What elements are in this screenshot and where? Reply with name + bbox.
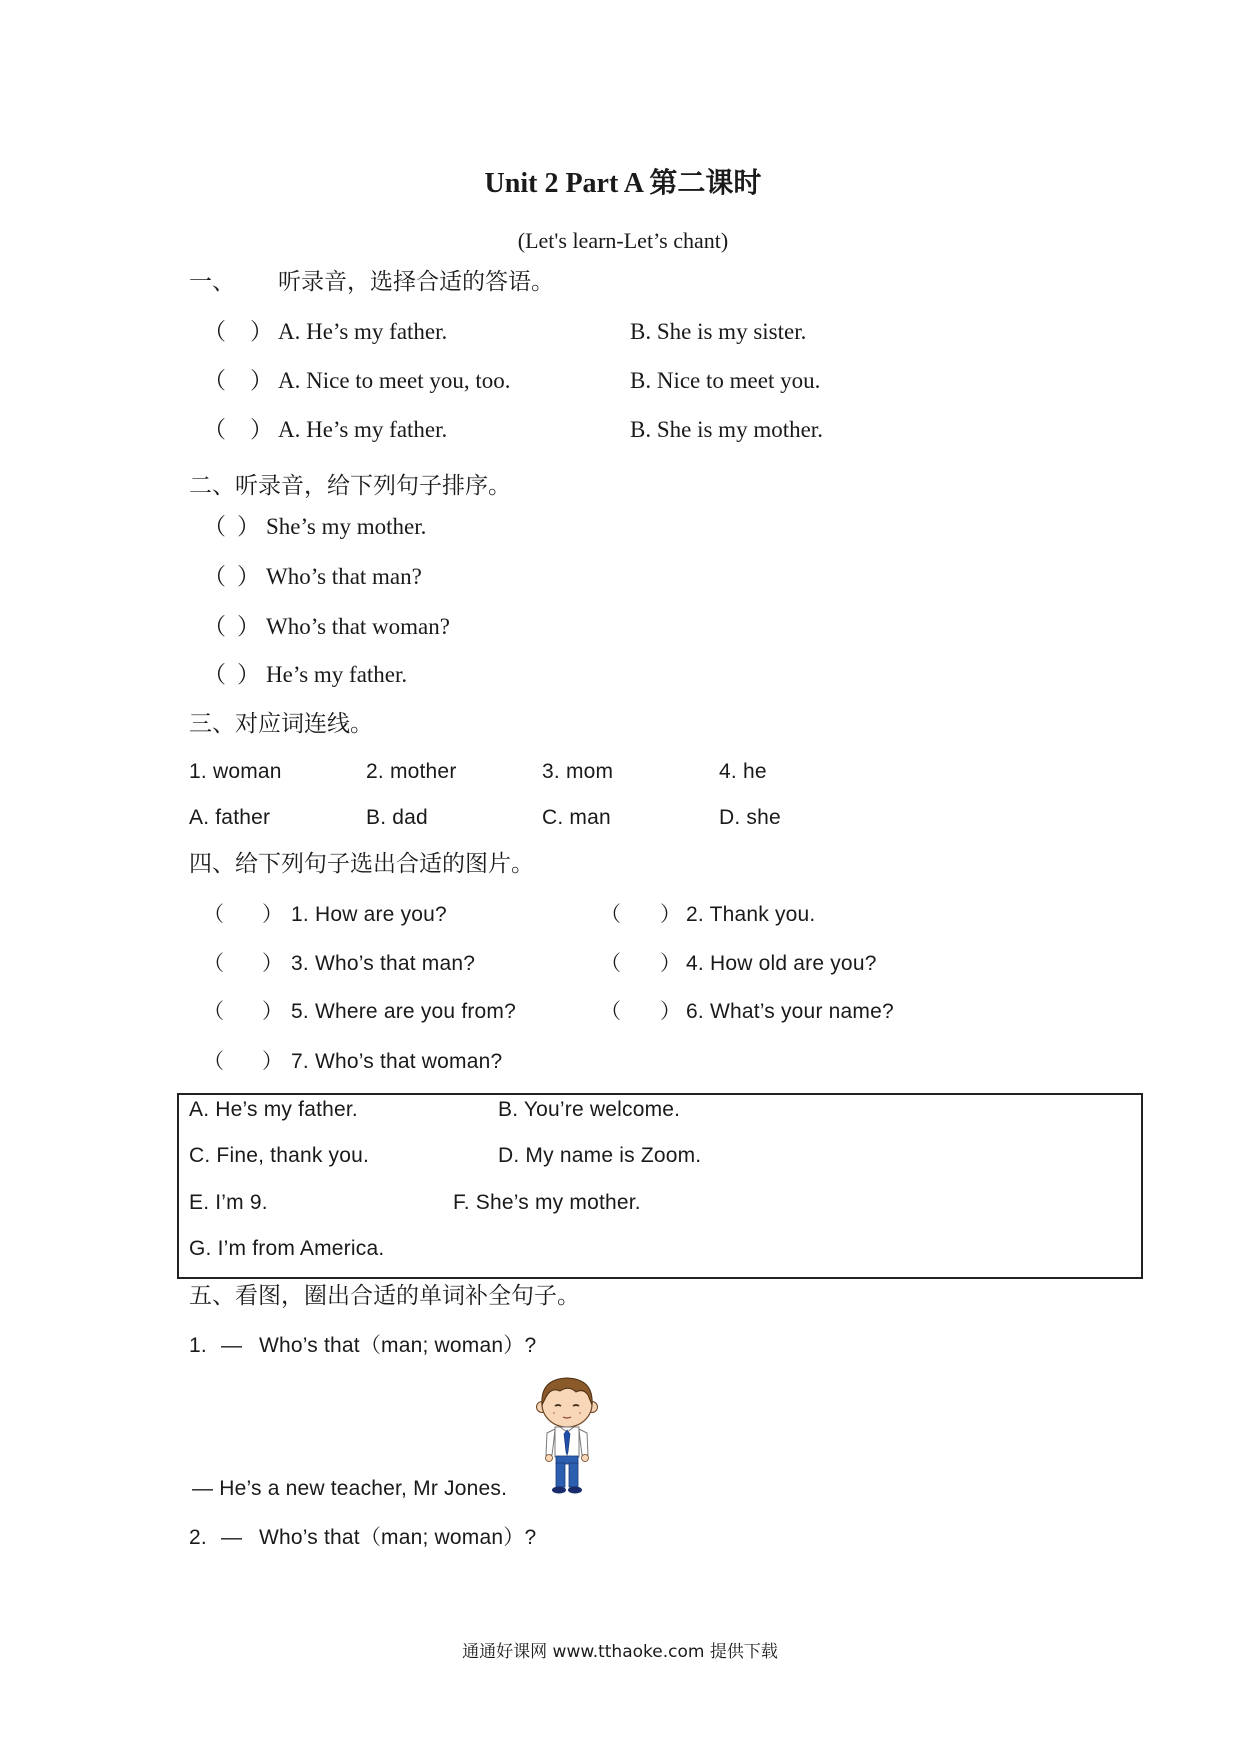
matching-word: 4. he (719, 760, 767, 783)
answer-option: C. Fine, thank you. (189, 1144, 370, 1167)
section1-heading: 听录音，选择合适的答语。 (278, 269, 554, 294)
section2-sentence: Who’s that woman? (266, 614, 450, 639)
section1-option-b: B. She is my sister. (630, 319, 807, 344)
matching-word: 3. mom (542, 760, 614, 783)
matching-word: A. father (189, 806, 271, 829)
section1-option-b: B. She is my mother. (630, 417, 823, 442)
section2-sentence: She’s my mother. (266, 514, 427, 539)
answer-option: F. She’s my mother. (453, 1191, 641, 1214)
section1-option-a: A. He’s my father. (278, 417, 448, 442)
answer-option: B. You’re welcome. (498, 1098, 681, 1121)
answer-blank-open: （ (203, 1050, 225, 1073)
matching-word: C. man (542, 806, 611, 829)
section2-heading: 二、听录音，给下列句子排序。 (189, 473, 511, 498)
answer-blank-open: （ (600, 1000, 622, 1023)
section1-option-a: A. Nice to meet you, too. (278, 368, 511, 393)
answer-blank-close: ） (237, 564, 260, 589)
matching-word: B. dad (366, 806, 428, 829)
answer-blank-close: ） (262, 1050, 284, 1073)
answer-blank-close: ） (237, 614, 260, 639)
answer-blank-open: （ (203, 614, 226, 639)
answer-option: D. My name is Zoom. (498, 1144, 702, 1167)
answer-blank-close: ） (237, 514, 260, 539)
answer-blank-close: ） (262, 903, 284, 926)
section3-heading: 三、对应词连线。 (189, 711, 373, 736)
answer-blank-open: （ (203, 564, 226, 589)
page-footer: 通通好课网 www.tthaoke.com 提供下载 (462, 1642, 778, 1662)
matching-word: 2. mother (366, 760, 457, 783)
matching-word: D. she (719, 806, 781, 829)
answer-blank-open: （ (203, 368, 226, 393)
section1-number: 一、 (189, 269, 235, 294)
section1-option-b: B. Nice to meet you. (630, 368, 821, 393)
question-number: 1. (189, 1334, 207, 1357)
question-number: 2. (189, 1526, 207, 1549)
dialogue-dash: — (221, 1334, 243, 1357)
answer-option: A. He’s my father. (189, 1098, 358, 1121)
answer-blank-close: ） (660, 952, 682, 975)
dialogue-dash: — (221, 1526, 243, 1549)
section4-question: 6. What’s your name? (686, 1000, 894, 1023)
answer-blank-open: （ (203, 662, 226, 687)
section5-heading: 五、看图，圈出合适的单词补全句子。 (189, 1283, 580, 1308)
section5-question: Who’s that（man; woman）? (259, 1334, 537, 1357)
section2-sentence: He’s my father. (266, 662, 408, 687)
answer-blank-open: （ (203, 1000, 225, 1023)
section4-heading: 四、给下列句子选出合适的图片。 (189, 851, 534, 876)
answer-option: E. I’m 9. (189, 1191, 268, 1214)
boy-teacher-picture (527, 1375, 607, 1500)
answer-blank-open: （ (203, 319, 226, 344)
section4-question: 7. Who’s that woman? (291, 1050, 503, 1073)
answer-blank-open: （ (600, 903, 622, 926)
answer-blank-open: （ (203, 903, 225, 926)
answer-blank-close: ） (250, 417, 273, 442)
section4-question: 2. Thank you. (686, 903, 816, 926)
answer-blank-close: ） (660, 1000, 682, 1023)
section1-option-a: A. He’s my father. (278, 319, 448, 344)
answer-blank-close: ） (250, 319, 273, 344)
answer-blank-close: ） (237, 662, 260, 687)
answer-blank-close: ） (262, 1000, 284, 1023)
answer-blank-close: ） (660, 903, 682, 926)
section4-question: 5. Where are you from? (291, 1000, 516, 1023)
section5-question: Who’s that（man; woman）? (259, 1526, 537, 1549)
answer-blank-open: （ (600, 952, 622, 975)
answer-blank-close: ） (262, 952, 284, 975)
answer-blank-open: （ (203, 952, 225, 975)
answer-blank-open: （ (203, 514, 226, 539)
section2-sentence: Who’s that man? (266, 564, 422, 589)
section5-answer: — He’s a new teacher, Mr Jones. (192, 1477, 508, 1500)
worksheet-subtitle: (Let's learn-Let’s chant) (517, 228, 729, 253)
answer-blank-open: （ (203, 417, 226, 442)
section4-question: 3. Who’s that man? (291, 952, 476, 975)
section4-question: 1. How are you? (291, 903, 447, 926)
section4-question: 4. How old are you? (686, 952, 877, 975)
answer-blank-close: ） (250, 368, 273, 393)
worksheet-title: Unit 2 Part A 第二课时 (484, 168, 762, 199)
matching-word: 1. woman (189, 760, 282, 783)
answer-option: G. I’m from America. (189, 1237, 385, 1260)
